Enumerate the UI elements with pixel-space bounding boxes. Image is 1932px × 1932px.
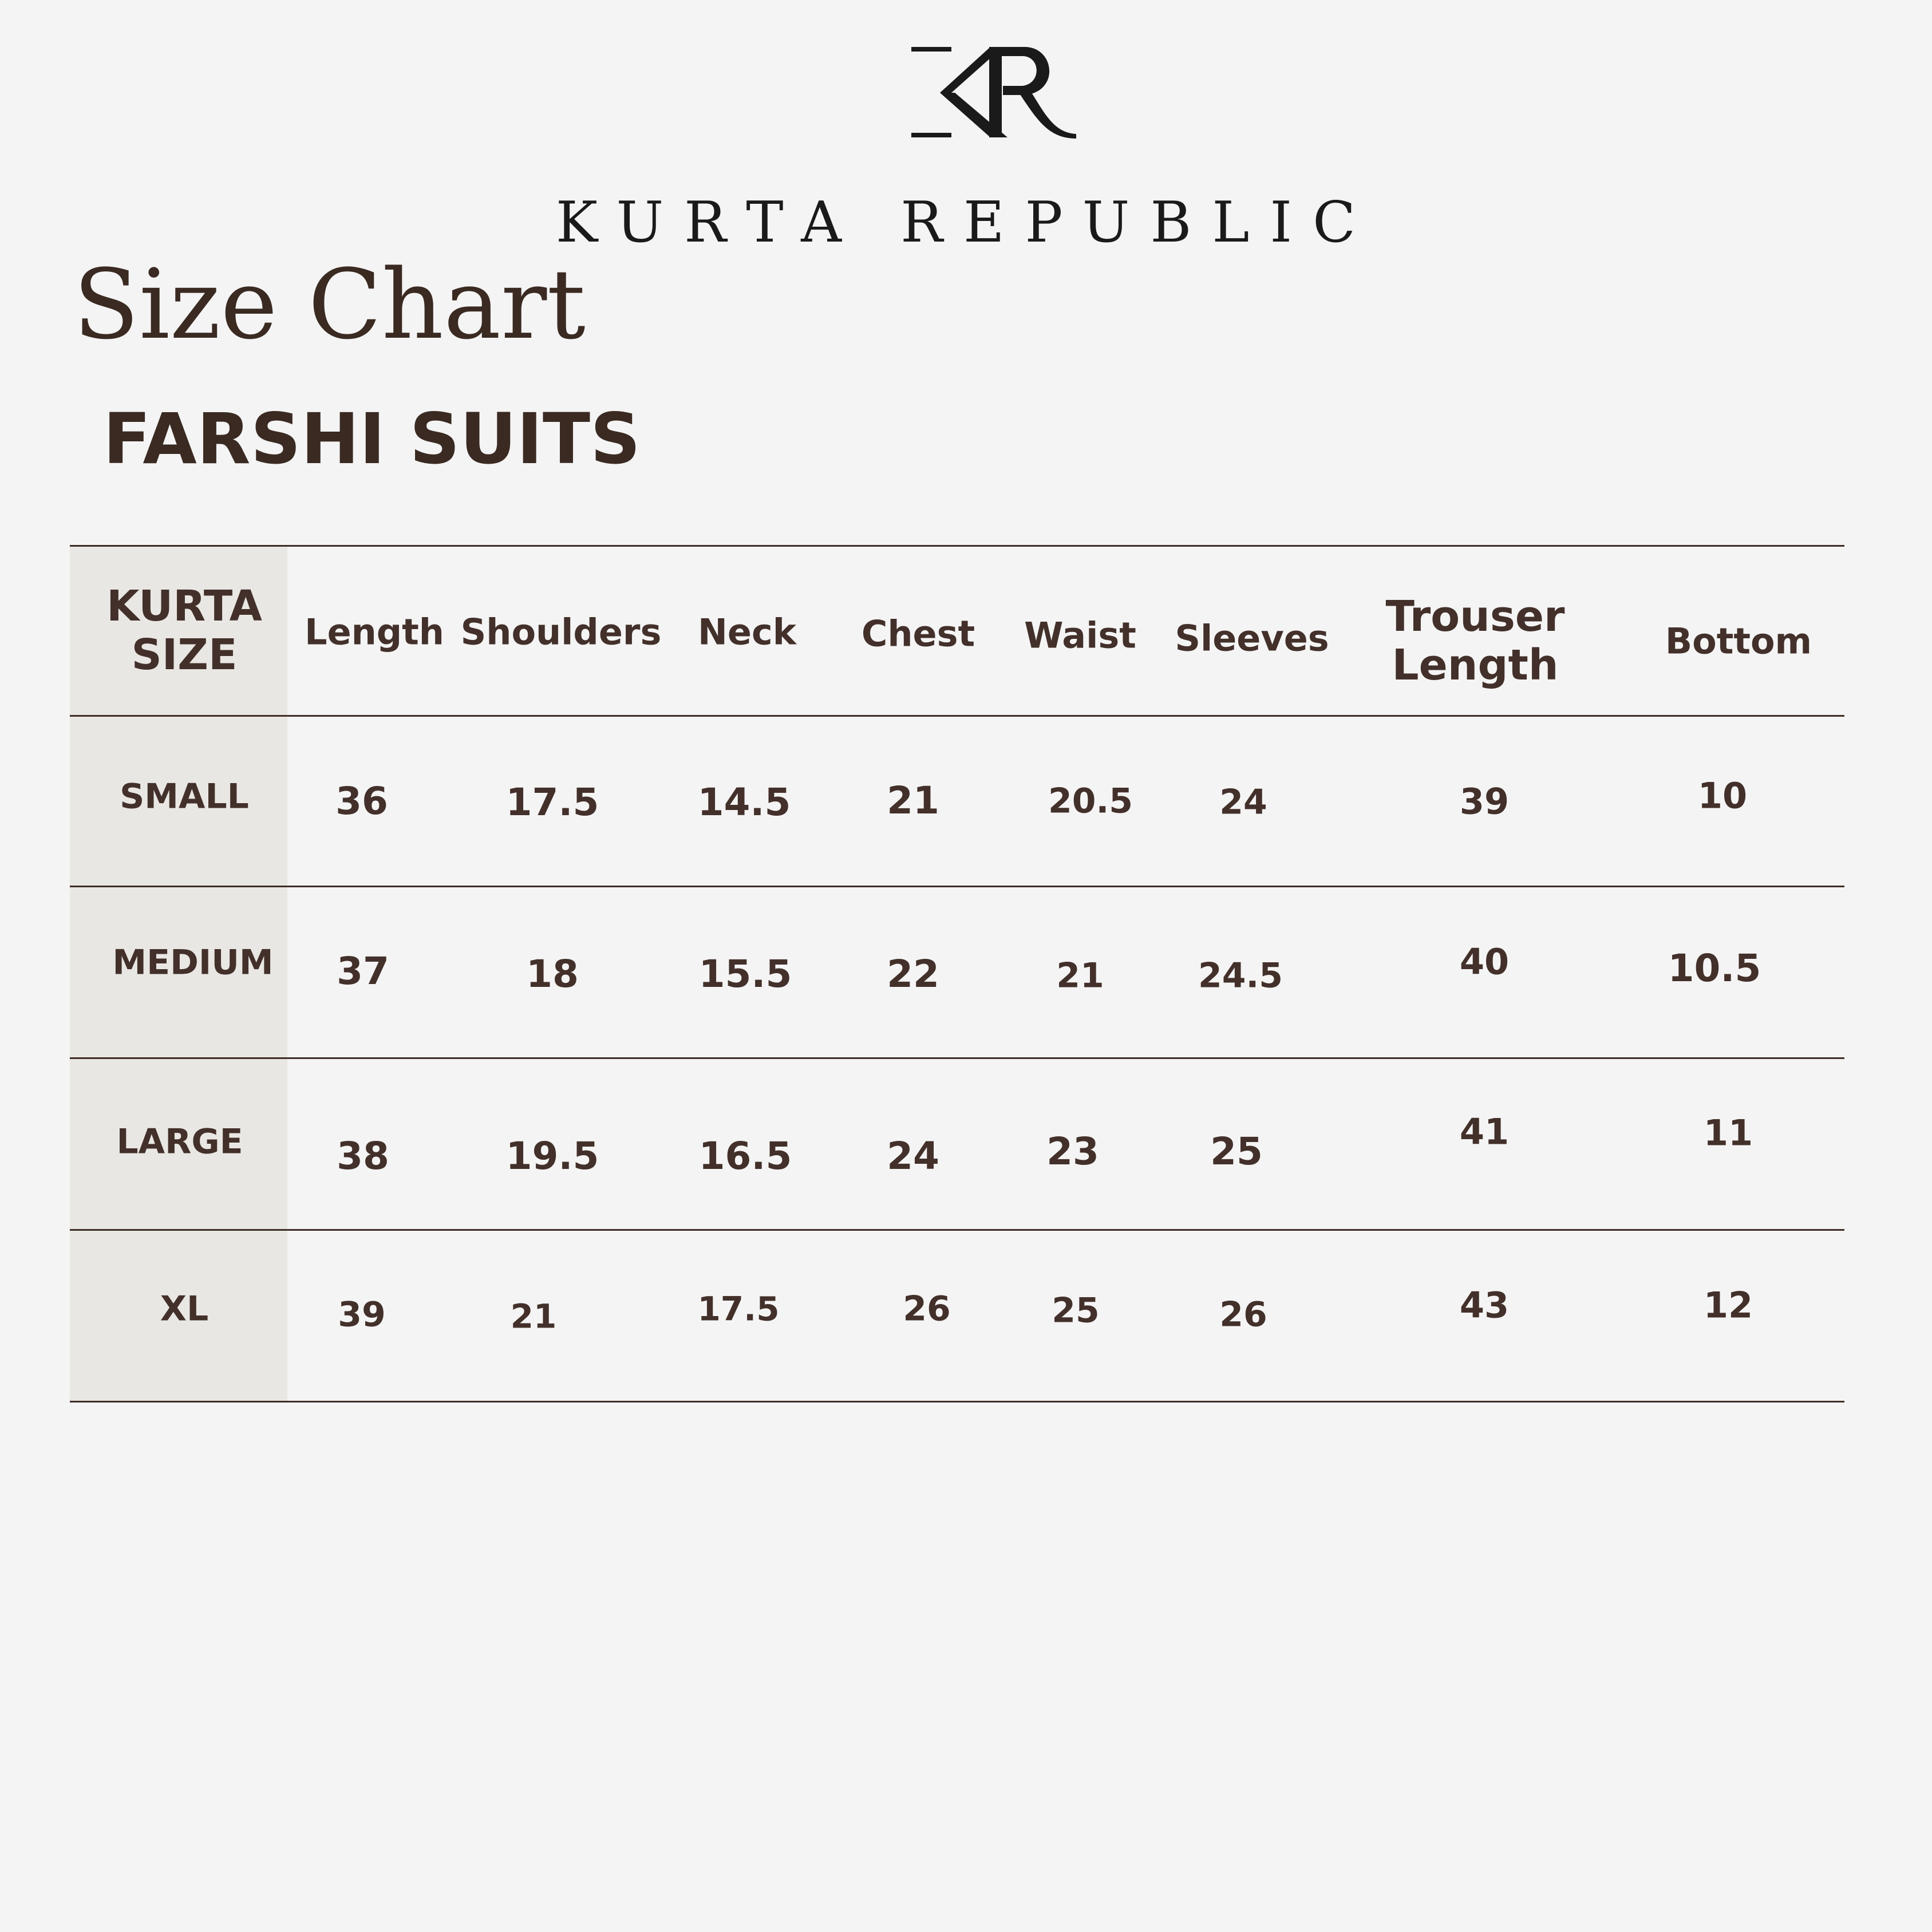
table-cell: 24 xyxy=(887,1134,939,1179)
table-cell: 39 xyxy=(1459,780,1510,823)
table-cell: 11 xyxy=(1703,1112,1753,1154)
table-top-rule xyxy=(70,545,1844,547)
row-size-label: SMALL xyxy=(120,776,249,817)
row-rule xyxy=(70,886,1844,887)
table-cell: 14.5 xyxy=(697,780,791,825)
table-cell: 23 xyxy=(1046,1129,1099,1174)
table-cell: 20.5 xyxy=(1048,781,1133,821)
table-cell: 36 xyxy=(335,779,388,824)
table-cell: 22 xyxy=(887,952,939,997)
header-chest: Chest xyxy=(861,613,975,655)
table-cell: 12 xyxy=(1703,1284,1753,1326)
table-cell: 16.5 xyxy=(698,1134,792,1179)
header-trouser-length: Trouser Length xyxy=(1385,591,1565,690)
table-cell: 18 xyxy=(526,952,579,997)
table-cell: 10.5 xyxy=(1668,946,1761,991)
page-title: Size Chart xyxy=(73,248,586,361)
table-cell: 17.5 xyxy=(505,780,599,825)
table-cell: 24 xyxy=(1219,782,1267,823)
row-size-label: MEDIUM xyxy=(112,942,274,983)
row-rule xyxy=(70,1229,1844,1231)
size-chart-table xyxy=(70,545,1844,1404)
table-cell: 21 xyxy=(510,1297,557,1336)
row-size-label: LARGE xyxy=(116,1121,243,1162)
header-neck: Neck xyxy=(698,611,796,653)
table-cell: 38 xyxy=(337,1134,389,1179)
kr-monogram-logo xyxy=(904,40,1088,149)
table-cell: 17.5 xyxy=(697,1289,780,1329)
row-rule xyxy=(70,1057,1844,1059)
table-cell: 21 xyxy=(1056,955,1104,996)
header-rule xyxy=(70,715,1844,717)
header-shoulders: Shoulders xyxy=(460,611,662,653)
table-cell: 25 xyxy=(1052,1290,1100,1331)
table-cell: 15.5 xyxy=(698,952,792,997)
table-bottom-rule xyxy=(70,1401,1844,1402)
table-cell: 25 xyxy=(1210,1129,1263,1174)
table-cell: 39 xyxy=(338,1294,386,1335)
header-bottom: Bottom xyxy=(1665,620,1812,662)
row-size-label: XL xyxy=(160,1289,209,1329)
table-cell: 26 xyxy=(903,1289,951,1329)
table-cell: 21 xyxy=(887,779,939,823)
header-kurta-size: KURTA SIZE xyxy=(106,581,262,679)
header-length: Length xyxy=(305,611,444,653)
header-sleeves: Sleeves xyxy=(1175,617,1329,659)
table-cell: 10 xyxy=(1697,775,1748,817)
table-cell: 41 xyxy=(1459,1111,1510,1153)
table-cell: 19.5 xyxy=(505,1134,599,1179)
table-cell: 43 xyxy=(1459,1284,1510,1326)
table-cell: 37 xyxy=(337,949,389,994)
header-waist: Waist xyxy=(1024,614,1136,657)
table-cell: 24.5 xyxy=(1198,955,1283,996)
brand-name: KURTA REPUBLIC xyxy=(555,190,1377,255)
product-category-title: FARSHI SUITS xyxy=(103,398,641,480)
table-cell: 40 xyxy=(1459,941,1510,983)
table-cell: 26 xyxy=(1219,1294,1267,1335)
